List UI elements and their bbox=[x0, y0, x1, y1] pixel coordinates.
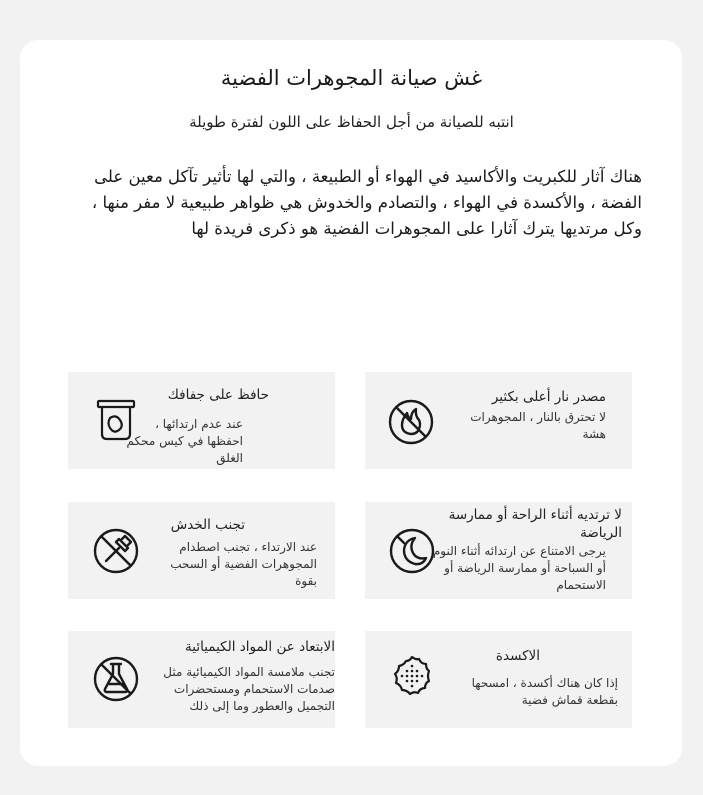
page-subtitle: انتبه للصيانة من أجل الحفاظ على اللون لفترة طويلة bbox=[189, 113, 514, 131]
tip-title: الابتعاد عن المواد الكيميائية bbox=[185, 639, 335, 655]
tip-title: مصدر نار أعلى بكثير bbox=[491, 389, 606, 405]
tip-avoid-chemicals bbox=[68, 631, 335, 728]
no-chemicals-icon bbox=[92, 655, 140, 703]
tip-avoid-scratch bbox=[68, 502, 335, 599]
tip-text: لا تحترق بالنار ، المجوهرات هشة bbox=[470, 410, 606, 441]
tip-title: لا ترتديه أثناء الراحة أو ممارسة الرياضة bbox=[448, 507, 622, 541]
tip-title: الاكسدة bbox=[495, 648, 540, 664]
moon-sleep-icon bbox=[388, 527, 436, 575]
tip-keep-dry bbox=[68, 372, 335, 469]
tip-title: تجنب الخدش bbox=[170, 517, 245, 533]
tip-text: إذا كان هناك أكسدة ، امسحها بقطعة قماش فضية bbox=[471, 676, 618, 707]
page-title: غش صيانة المجوهرات الفضية bbox=[220, 66, 483, 90]
tip-text: تجنب ملامسة المواد الكيميائية مثل صدمات الاستحمام ومستحضرات التجميل والعطور وما إلى ذلك bbox=[163, 665, 335, 713]
tip-oxidation bbox=[365, 631, 632, 728]
no-hammer-icon bbox=[92, 527, 140, 575]
polishing-cloth-icon bbox=[388, 652, 436, 700]
tip-text: عند الارتداء ، تجنب اصطدام المجوهرات الفضية أو السحب بقوة bbox=[170, 540, 317, 588]
tip-remove-during-rest bbox=[365, 502, 632, 599]
tip-title: حافظ على جفافك bbox=[167, 387, 269, 403]
tip-avoid-fire bbox=[365, 372, 632, 469]
intro-paragraph: هناك آثار للكبريت والأكاسيد في الهواء أو الطبيعة ، والتي لها تأثير تآكل معين على الفضة ، والأكسدة في الهواء ، والتصادم والخدوش هي ظواهر طبيعية لا مفر منها ، وكل مرتديها يترك آثارا على المجوهرات الفضية هو ذكرى فريدة لها bbox=[91, 167, 642, 238]
no-fire-icon bbox=[387, 398, 435, 446]
tip-text: يرجى الامتناع عن ارتدائه أثناء النوم أو السباحة أو ممارسة الرياضة أو الاستحمام bbox=[432, 544, 606, 592]
tip-text: عند عدم ارتدائها ، احفظها في كيس محكم الغلق bbox=[126, 417, 243, 465]
